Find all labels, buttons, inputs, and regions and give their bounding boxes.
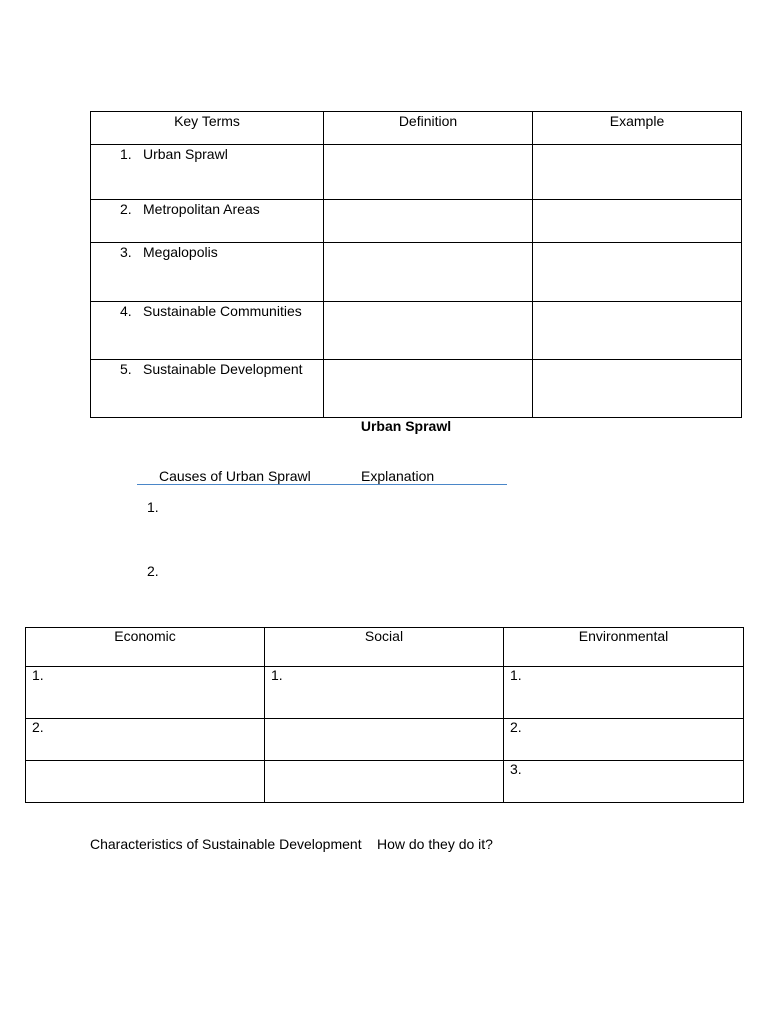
key-term-cell bbox=[91, 145, 324, 200]
key-term-number: 1. bbox=[120, 146, 132, 162]
characteristics-header: Characteristics of Sustainable Development bbox=[90, 836, 362, 852]
environmental-cell[interactable]: 3. bbox=[504, 761, 744, 803]
table-row bbox=[26, 719, 744, 761]
explanation-header: Explanation bbox=[361, 468, 435, 484]
cause-item-2: 2. bbox=[147, 563, 159, 579]
key-term-number: 5. bbox=[120, 361, 132, 377]
key-term-label: Sustainable Development bbox=[143, 361, 303, 377]
social-cell[interactable] bbox=[265, 719, 504, 761]
key-term-label: Urban Sprawl bbox=[143, 146, 228, 162]
example-cell[interactable] bbox=[533, 360, 742, 418]
table-row bbox=[26, 667, 744, 719]
key-term-label: Sustainable Communities bbox=[143, 303, 302, 319]
key-term-cell bbox=[91, 200, 324, 243]
key-terms-table bbox=[90, 111, 742, 418]
economic-cell[interactable]: 1. bbox=[26, 667, 265, 719]
definition-cell[interactable] bbox=[324, 243, 533, 302]
definition-cell[interactable] bbox=[324, 145, 533, 200]
economic-cell[interactable] bbox=[26, 761, 265, 803]
table-row bbox=[91, 243, 742, 302]
key-term-label: Metropolitan Areas bbox=[143, 201, 260, 217]
header-underline bbox=[137, 484, 507, 485]
environmental-cell[interactable]: 1. bbox=[504, 667, 744, 719]
causes-header: Causes of Urban Sprawl bbox=[159, 468, 311, 484]
definition-cell[interactable] bbox=[324, 200, 533, 243]
table-row bbox=[91, 360, 742, 418]
example-cell[interactable] bbox=[533, 200, 742, 243]
definition-header: Definition bbox=[324, 112, 533, 145]
example-cell[interactable] bbox=[533, 302, 742, 360]
environmental-header: Environmental bbox=[504, 628, 744, 667]
impact-table bbox=[25, 627, 744, 803]
key-term-number: 3. bbox=[120, 244, 132, 260]
social-cell[interactable] bbox=[265, 761, 504, 803]
example-header: Example bbox=[533, 112, 742, 145]
example-cell[interactable] bbox=[533, 145, 742, 200]
social-header: Social bbox=[265, 628, 504, 667]
social-cell[interactable]: 1. bbox=[265, 667, 504, 719]
definition-cell[interactable] bbox=[324, 302, 533, 360]
key-term-number: 4. bbox=[120, 303, 132, 319]
key-terms-header: Key Terms bbox=[91, 112, 324, 145]
table-row bbox=[26, 761, 744, 803]
impact-header-row bbox=[26, 628, 744, 667]
economic-cell[interactable]: 2. bbox=[26, 719, 265, 761]
environmental-cell[interactable]: 2. bbox=[504, 719, 744, 761]
key-term-number: 2. bbox=[120, 201, 132, 217]
table-row bbox=[91, 302, 742, 360]
cause-item-1: 1. bbox=[147, 499, 159, 515]
table-row bbox=[91, 145, 742, 200]
key-term-cell bbox=[91, 302, 324, 360]
how-header: How do they do it? bbox=[377, 836, 493, 852]
key-term-cell bbox=[91, 243, 324, 302]
key-term-label: Megalopolis bbox=[143, 244, 218, 260]
urban-sprawl-title: Urban Sprawl bbox=[360, 418, 452, 434]
definition-cell[interactable] bbox=[324, 360, 533, 418]
example-cell[interactable] bbox=[533, 243, 742, 302]
key-term-cell bbox=[91, 360, 324, 418]
economic-header: Economic bbox=[26, 628, 265, 667]
table-row bbox=[91, 200, 742, 243]
key-terms-header-row bbox=[91, 112, 742, 145]
